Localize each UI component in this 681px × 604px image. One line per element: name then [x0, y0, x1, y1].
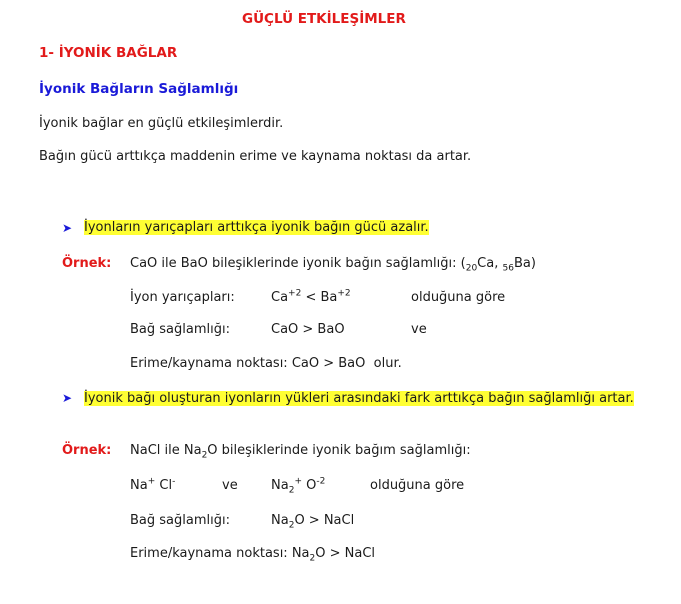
bullet-2 — [84, 389, 639, 408]
document-title: GÜÇLÜ ETKİLEŞİMLER — [242, 11, 406, 27]
bond-strength-value-2 — [271, 513, 355, 531]
less-than-ba: < Ba — [301, 290, 338, 305]
ion-conclusion: olduğuna göre — [370, 478, 465, 493]
subsection-heading: İyonik Bağların Sağlamlığı — [39, 81, 239, 97]
na-subscript: 2 — [288, 520, 295, 531]
ca-ion: Ca — [271, 290, 289, 305]
example-2-text-b: O bileşiklerinde iyonik bağım sağlamlığı: — [207, 443, 471, 458]
cl-charge: - — [172, 476, 176, 487]
ba-charge: +2 — [337, 288, 351, 299]
ion-radius-comparison — [271, 290, 351, 305]
na-ion: Na — [130, 478, 148, 493]
example-2-label: Örnek: — [62, 443, 112, 458]
bond-strength-and: ve — [411, 322, 427, 337]
o-charge: -2 — [316, 476, 326, 487]
section-heading: 1- İYONİK BAĞLAR — [39, 45, 178, 61]
nacl-ions — [130, 478, 175, 493]
bullet-arrow-icon: ➤ — [62, 221, 73, 235]
ca-symbol: Ca, — [477, 256, 503, 271]
bullet-1-text: İyonların yarıçapları arttıkça iyonik bağın gücü azalır. — [84, 220, 429, 235]
ion-radius-conclusion: olduğuna göre — [411, 290, 506, 305]
bond-strength-value: CaO > BaO — [271, 322, 345, 337]
na2-charge: + — [294, 476, 302, 487]
na-symbol: Na — [271, 513, 289, 528]
ion-radius-label: İyon yarıçapları: — [130, 290, 235, 305]
bond-strength-label-2: Bağ sağlamlığı: — [130, 513, 230, 528]
na2-ion-subscript: 2 — [288, 485, 295, 496]
bullet-arrow-icon: ➤ — [62, 391, 73, 405]
intro-line-1: İyonik bağlar en güçlü etkileşimlerdir. — [39, 116, 284, 131]
bullet-1 — [84, 220, 429, 235]
bullet-2-text: İyonik bağı oluşturan iyonların yükleri arasındaki fark arttıkça bağın sağlamlığı artar. — [84, 391, 634, 406]
intro-line-2: Bağın gücü arttıkça maddenin erime ve kaynama noktası da artar. — [39, 149, 472, 164]
melting-subscript: 2 — [309, 553, 316, 564]
melting-point-line-2 — [130, 546, 376, 564]
ba-atomic-number: 56 — [502, 263, 514, 274]
na2-subscript: 2 — [201, 450, 208, 461]
example-1-statement — [130, 256, 536, 274]
example-2-text-a: NaCl ile Na — [130, 443, 202, 458]
example-1-text: CaO ile BaO bileşiklerinde iyonik bağın sağlamlığı: ( — [130, 256, 466, 271]
melting-point-line: Erime/kaynama noktası: CaO > BaO olur. — [130, 356, 402, 371]
melting-comparison: O > NaCl — [315, 546, 376, 561]
na2o-ions — [271, 476, 326, 496]
ba-symbol: Ba) — [513, 256, 536, 271]
and-word: ve — [222, 478, 238, 493]
na-charge: + — [147, 476, 156, 487]
bond-strength-label: Bağ sağlamlığı: — [130, 322, 230, 337]
ca-charge: +2 — [288, 288, 302, 299]
o-ion: O — [301, 478, 317, 493]
bond-comparison: O > NaCl — [294, 513, 355, 528]
cl-ion: Cl — [155, 478, 173, 493]
na2-ion: Na — [271, 478, 289, 493]
example-1-label: Örnek: — [62, 256, 112, 271]
ca-atomic-number: 20 — [465, 263, 478, 274]
example-2-statement — [130, 443, 471, 461]
melting-text: Erime/kaynama noktası: Na — [130, 546, 310, 561]
